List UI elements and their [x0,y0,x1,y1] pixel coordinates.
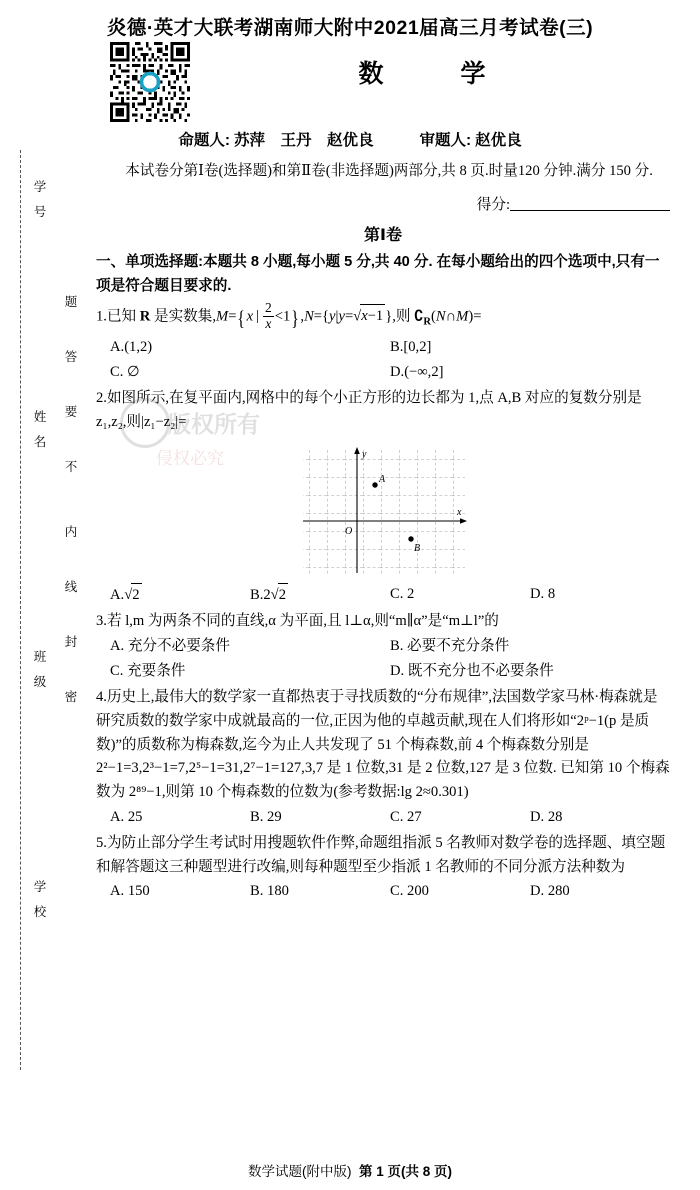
seal-warning-column [57,150,77,1070]
seal-char-bu: 不 [63,460,77,473]
question-3-number: 3. [96,613,107,630]
question-1-option-a[interactable]: A.(1,2) [110,339,153,356]
complex-plane-figure [291,441,476,581]
question-5-text [96,832,670,879]
side-label-banji: 班 级 [32,650,46,688]
author-names: 苏萍 王丹 赵优良 [233,132,374,149]
section-juan-1: 第Ⅰ卷 [364,227,402,245]
question-5-number: 5. [96,835,107,852]
question-1-text: 1.已知 R 是实数集,M={x | $\frac{2}{x}$ <1},N={y|y=√x−1 },则 $∁_R(N\cap M)=$ [96,300,482,331]
question-3 [96,610,670,683]
question-1-pre: 已知 [106,308,140,325]
score-label: 得分: [476,196,510,213]
question-1-option-c[interactable]: C. ∅ [110,363,140,380]
question-5-option-d[interactable]: D. 280 [530,883,570,900]
footer-subject: 数学试题(附中版) [247,1164,352,1179]
side-label-xuexiao: 学 校 [32,880,46,918]
seal-line [20,150,22,1070]
question-1 [96,301,670,385]
seal-char-da: 答 [63,350,77,363]
svg-text:O: O [344,525,352,537]
seal-char-mi: 密 [63,690,77,703]
subject-title: 数 学 [358,60,512,88]
svg-text:y: y [361,448,366,460]
author-label: 命题人: [178,132,230,149]
question-5-options [96,880,670,904]
question-5-option-b[interactable]: B. 180 [250,883,289,900]
qr-code-icon [110,42,190,122]
question-4-text [96,686,670,804]
question-5-option-a[interactable]: A. 150 [110,883,150,900]
seal-char-xian: 线 [63,580,77,593]
question-3-option-c[interactable]: C. 充要条件 [110,662,186,679]
exam-content [96,160,670,904]
question-4-option-d[interactable]: D. 28 [530,808,563,825]
footer-page-number: 第 1 页(共 8 页) [359,1164,453,1179]
svg-text:B: B [413,542,420,554]
question-5-stem: 为防止部分学生考试时用搜题软件作弊,命题组指派 5 名教师对数学卷的选择题、填空题和解答题这三种题型进行改编,则每种题型至少指派 1 名教师的不同分派方法种数为 [96,835,666,875]
question-1-option-d[interactable]: D.(−∞,2] [390,363,444,380]
seal-char-ti: 题 [63,295,77,308]
watermark-line1: 版权所有 [168,411,260,437]
question-4-number: 4. [96,689,107,706]
svg-text:x: x [456,506,461,518]
reviewer-label: 审题人: [419,132,472,149]
page-footer [0,1160,700,1180]
page-title: 炎德·英才大联考湖南师大附中2021届高三月考试卷(三) [106,17,594,39]
score-box [96,194,670,218]
question-1-option-b[interactable]: B.[0,2] [390,339,432,356]
question-5 [96,832,670,904]
seal-char-nei: 内 [63,525,77,538]
question-3-option-b[interactable]: B. 必要不充分条件 [390,638,510,655]
question-5-option-c[interactable]: C. 200 [390,883,429,900]
question-2 [96,387,670,607]
question-2-figure-wrap [96,441,670,581]
question-3-stem: 若 l,m 为两条不同的直线,α 为平面,且 l⊥α,则“m∥α”是“m⊥l”的 [106,613,499,630]
side-label-xuehao: 学 号 [32,180,46,218]
question-4-stem: 历史上,最伟大的数学家一直都热衷于寻找质数的“分布规律”,法国数学家马林·梅森就是研究质数的数学家中成就最高的一位,正因为他的卓越贡献,现在人们将形如“2ᵖ−1(p 是质数)”的质数称为梅森数,迄今为止人共发现了 51 个梅森数,前 4 个梅森数分别是 2²−1=3,2³−1=7,2⁵−1=31,2⁷−1=127,3,7 是 1 位数,31 是 2 位数,127 是 3 位数. 已知第 10 个梅森数为 2⁸⁹−1,则第 10 个梅森数的位数为(参考数据:lg 2≈0.301) [96,689,670,800]
question-4 [96,686,670,829]
single-choice-heading: 一、单项选择题:本题共 8 小题,每小题 5 分,共 40 分. 在每小题给出的四个选项中,只有一项是符合题目要求的. [96,254,660,294]
question-1-number: 1. [96,308,107,325]
intro-paragraph: 本试卷分第Ⅰ卷(选择题)和第Ⅱ卷(非选择题)两部分,共 8 页.时量120 分钟.满分 150 分. [125,163,653,179]
question-2-option-c[interactable]: C. 2 [390,585,415,602]
watermark-line2: 侵权必究 [156,449,224,468]
svg-text:A: A [378,473,385,485]
question-2-text [96,387,670,434]
question-2-number: 2. [96,390,107,407]
question-3-option-a[interactable]: A. 充分不必要条件 [110,638,230,655]
question-2-option-a[interactable]: A.√2 [96,583,250,608]
question-3-text [96,610,670,634]
student-info-column [26,150,46,1070]
question-1-options [96,336,670,360]
authors-line [0,128,700,150]
reviewer-name: 赵优良 [475,132,522,149]
question-4-option-a[interactable]: A. 25 [110,808,143,825]
question-2-option-d[interactable]: D. 8 [530,585,556,602]
score-blank[interactable] [510,196,670,211]
question-4-option-b[interactable]: B. 29 [250,808,282,825]
question-2-option-b[interactable]: B.2√2 [250,583,390,608]
seal-char-yao: 要 [63,405,77,418]
side-label-xingming: 姓 名 [32,410,46,448]
question-2-options [96,583,670,608]
question-4-option-c[interactable]: C. 27 [390,808,422,825]
question-4-options [96,806,670,830]
question-3-option-d[interactable]: D. 既不充分也不必要条件 [390,662,554,679]
seal-char-feng: 封 [63,635,77,648]
question-2-stem: 如图所示,在复平面内,网格中的每个小正方形的边长都为 1,点 A,B 对应的复数分别是 z₁,z₂,则|z₁−z₂|= [96,390,642,431]
question-3-options [96,635,670,659]
question-1-mid: 是实数集, [150,308,217,325]
